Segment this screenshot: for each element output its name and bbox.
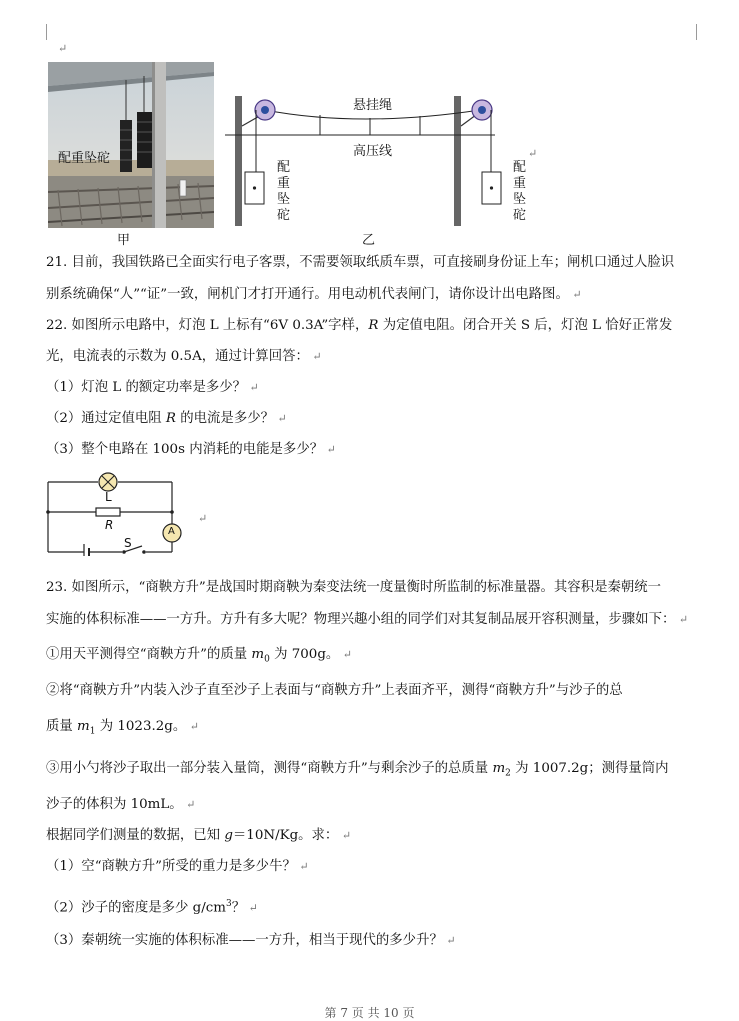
paragraph-mark: ↵ xyxy=(528,147,538,160)
page-footer: 第 7 页 共 10 页 xyxy=(324,1006,415,1020)
circuit-diagram xyxy=(44,472,194,556)
photo-counterweight xyxy=(48,62,214,228)
q22-line-1: 22. 如图所示电路中，灯泡 L 上标有“6V 0.3A”字样，R 为定值电阻。闭合开关 S 后，灯泡 L 恰好正常发 xyxy=(46,318,673,333)
label-counterweight-right: 配重坠砣 xyxy=(513,160,527,223)
q23-sub-3: （3）秦朝统一实施的体积标准——一方升，相当于现代的多少升？ ↵ xyxy=(46,933,456,948)
circuit-label-ammeter: A xyxy=(168,526,175,537)
q23-step-3-line-2: 沙子的体积为 10mL。 ↵ xyxy=(46,797,196,812)
paragraph-mark: ↵ xyxy=(198,512,208,525)
label-suspension-rope: 悬挂绳 xyxy=(353,98,393,113)
corner-mark-left xyxy=(46,24,47,40)
q22-sub-3: （3）整个电路在 100s 内消耗的电能是多少？ ↵ xyxy=(46,442,336,457)
q21-line-1: 21. 目前，我国铁路已全面实行电子客票，不需要领取纸质车票，可直接刷身份证上车；闸机口通过人脸识 xyxy=(46,255,675,270)
figure-b-caption: 乙 xyxy=(362,233,376,248)
q22-line-2: 光，电流表的示数为 0.5A，通过计算回答： ↵ xyxy=(46,349,322,364)
q23-line-1: 23. 如图所示，“商鞅方升”是战国时期商鞅为秦变法统一度量衡时所监制的标准量器。其容积是秦朝统一 xyxy=(46,580,662,595)
q23-step-3-line-1: ③用小勺将沙子取出一部分装入量筒，测得“商鞅方升”与剩余沙子的总质量 $m_2$ 为 1007.2g；测得量筒内 xyxy=(46,761,669,779)
q23-sub-1: （1）空“商鞅方升”所受的重力是多少牛？ ↵ xyxy=(46,859,309,874)
q23-line-2: 实施的体积标准——一方升。方升有多大呢？物理兴趣小组的同学们对其复制品展开容积测量，步骤如下： ↵ xyxy=(46,612,689,627)
circuit-label-resistor: R xyxy=(105,518,114,532)
paragraph-mark: ↵ xyxy=(58,42,68,55)
corner-mark-right xyxy=(696,24,697,40)
label-high-voltage-line: 高压线 xyxy=(353,144,393,159)
q22-sub-2: （2）通过定值电阻 R 的电流是多少？ ↵ xyxy=(46,411,287,426)
q23-sub-2: （2）沙子的密度是多少 $g/cm^3$？ ↵ xyxy=(46,899,258,916)
circuit-label-switch: S xyxy=(124,536,132,550)
q23-step-2-line-2: 质量 $m_1$ 为 1023.2g。 ↵ xyxy=(46,719,199,737)
figure-a-caption: 甲 xyxy=(117,233,131,248)
q23-given: 根据同学们测量的数据，已知 g＝10N/Kg。求： ↵ xyxy=(46,828,352,843)
photo-label: 配重坠砣 xyxy=(58,151,111,166)
q21-line-2: 别系统确保“人”“证”一致，闸机门才打开通行。用电动机代表闸门，请你设计出电路图。 ↵ xyxy=(46,287,582,302)
circuit-label-lamp: L xyxy=(105,490,112,504)
label-counterweight-left: 配重坠砣 xyxy=(277,160,291,223)
q23-step-1: ①用天平测得空“商鞅方升”的质量 $m_0$ 为 700g。 ↵ xyxy=(46,647,353,665)
q22-sub-1: （1）灯泡 L 的额定功率是多少？ ↵ xyxy=(46,380,259,395)
q23-step-2-line-1: ②将“商鞅方升”内装入沙子直至沙子上表面与“商鞅方升”上表面齐平，测得“商鞅方升”与沙子的总 xyxy=(46,683,623,698)
